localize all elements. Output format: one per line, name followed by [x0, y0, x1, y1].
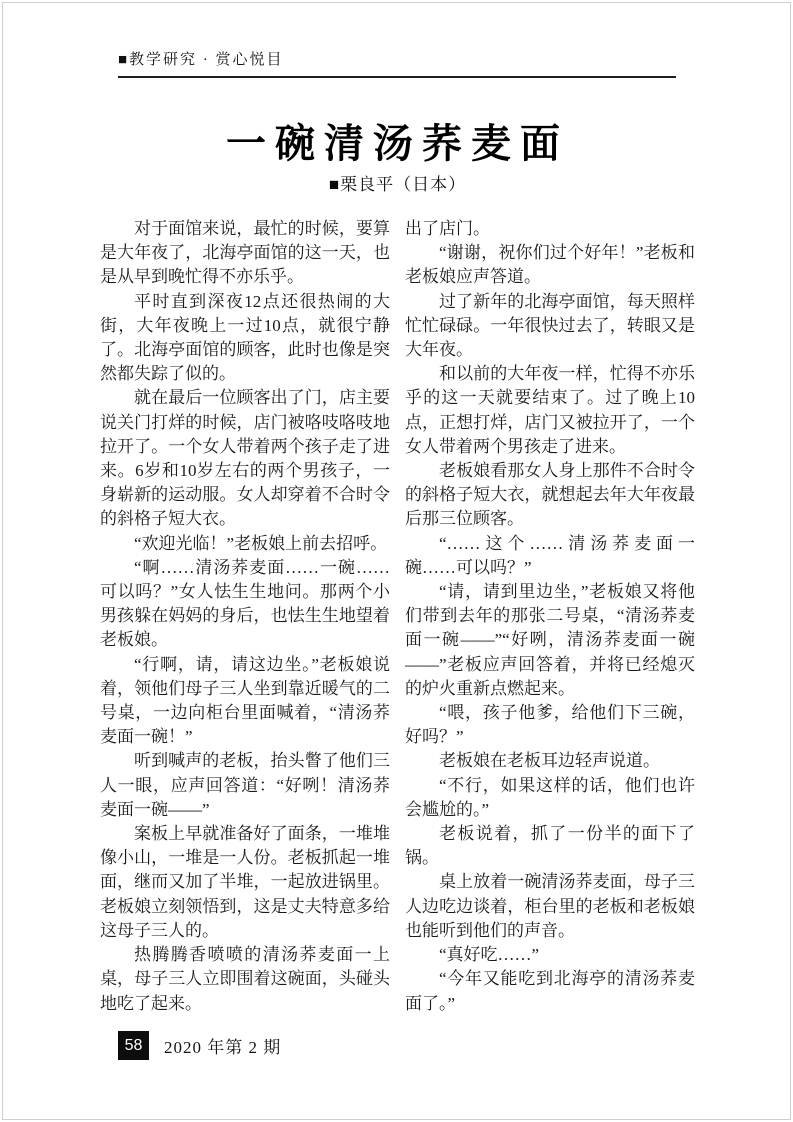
- paragraph: “……这个……清汤荞麦面一碗……可以吗？”: [405, 533, 695, 577]
- left-column: [100, 217, 390, 1017]
- page-header: [118, 48, 676, 78]
- paragraph: 和以前的大年夜一样，忙得不亦乐乎的这一天就要结束了。过了晚上10点，正想打烊，店门又被拉开了，一个女人带着两个男孩走了进来。: [405, 364, 695, 456]
- paragraph: 平时直到深夜12点还很热闹的大街，大年夜晚上一过10点，就很宁静了。北海亭面馆的顾客，此时也像是突然都失踪了似的。: [100, 291, 390, 384]
- right-column: [405, 217, 695, 1017]
- paragraph: 老板娘看那女人身上那件不合时令的斜格子短大衣，就想起去年大年夜最后那三位顾客。: [405, 461, 695, 529]
- paragraph: 对于面馆来说，最忙的时候，要算是大年夜了，北海亭面馆的这一天，也是从早到晚忙得不亦乐乎。: [100, 219, 390, 287]
- paragraph: “不行，如果这样的话，他们也许会尴尬的。”: [405, 775, 695, 819]
- paragraph: “今年又能吃到北海亭的清汤荞麦面了。”: [405, 969, 695, 1013]
- article-author: ■栗良平（日本）: [328, 175, 467, 194]
- page-number-badge: 58: [118, 1031, 149, 1060]
- paragraph: 听到喊声的老板，抬头瞥了他们三人一眼，应声回答道：“好咧！清汤荞麦面一碗——”: [100, 751, 390, 819]
- paragraph: “喂，孩子他爹，给他们下三碗，好吗？”: [405, 703, 695, 747]
- issue-label: 2020 年第 2 期: [164, 1038, 282, 1057]
- paragraph: “欢迎光临！”老板娘上前去招呼。: [134, 533, 388, 553]
- article-title: 一碗清汤荞麦面: [226, 120, 569, 167]
- paragraph: “行啊，请，请这边坐。”老板娘说着，领他们母子三人坐到靠近暖气的二号桌，一边向柜台里面喊着，“清汤荞麦面一碗！”: [100, 654, 390, 747]
- paragraph: “请，请到里边坐，”老板娘又将他们带到去年的那张二号桌，“清汤荞麦面一碗——”“好咧，清汤荞麦面一碗——”老板应声回答着，并将已经熄灭的炉火重新点燃起来。: [405, 582, 695, 698]
- paragraph: “啊……清汤荞麦面……一碗……可以吗？”女人怯生生地问。那两个小男孩躲在妈妈的身后，也怯生生地望着老板娘。: [100, 557, 390, 650]
- article-body: [100, 217, 695, 1017]
- header-section-label: ■教学研究 · 赏心悦目: [118, 52, 284, 68]
- paragraph: 老板说着，抓了一份半的面下了锅。: [405, 824, 695, 868]
- paragraph: 就在最后一位顾客出了门，店主要说关门打烊的时候，店门被咯吱咯吱地拉开了。一个女人带着两个孩子走了进来。6岁和10岁左右的两个男孩子，一身崭新的运动服。女人却穿着不合时令的斜格子短大衣。: [100, 388, 390, 529]
- paragraph: [100, 1016, 390, 1017]
- paragraph: 热腾腾香喷喷的清汤荞麦面一上桌，母子三人立即围着这碗面，头碰头地吃了起来。: [100, 945, 390, 1013]
- paragraph: 老板娘在老板耳边轻声说道。: [439, 751, 660, 771]
- paragraph: 案板上早就准备好了面条，一堆堆像小山，一堆是一人份。老板抓起一堆面，继而又加了半堆，一起放进锅里。老板娘立刻领悟到，这是丈夫特意多给这母子三人的。: [100, 824, 390, 940]
- paragraph: “真好吃……”: [439, 945, 540, 965]
- page-footer: [118, 1031, 281, 1060]
- paragraph: 过了新年的北海亭面馆，每天照样忙忙碌碌。一年很快过去了，转眼又是大年夜。: [405, 291, 695, 360]
- paragraph: 桌上放着一碗清汤荞麦面，母子三人边吃边谈着，柜台里的老板和老板娘也能听到他们的声音。: [405, 872, 695, 940]
- paragraph: 出了店门。: [405, 219, 490, 238]
- paragraph: “谢谢，祝你们过个好年！”老板和老板娘应声答道。: [405, 243, 695, 287]
- paragraph: [405, 1016, 695, 1017]
